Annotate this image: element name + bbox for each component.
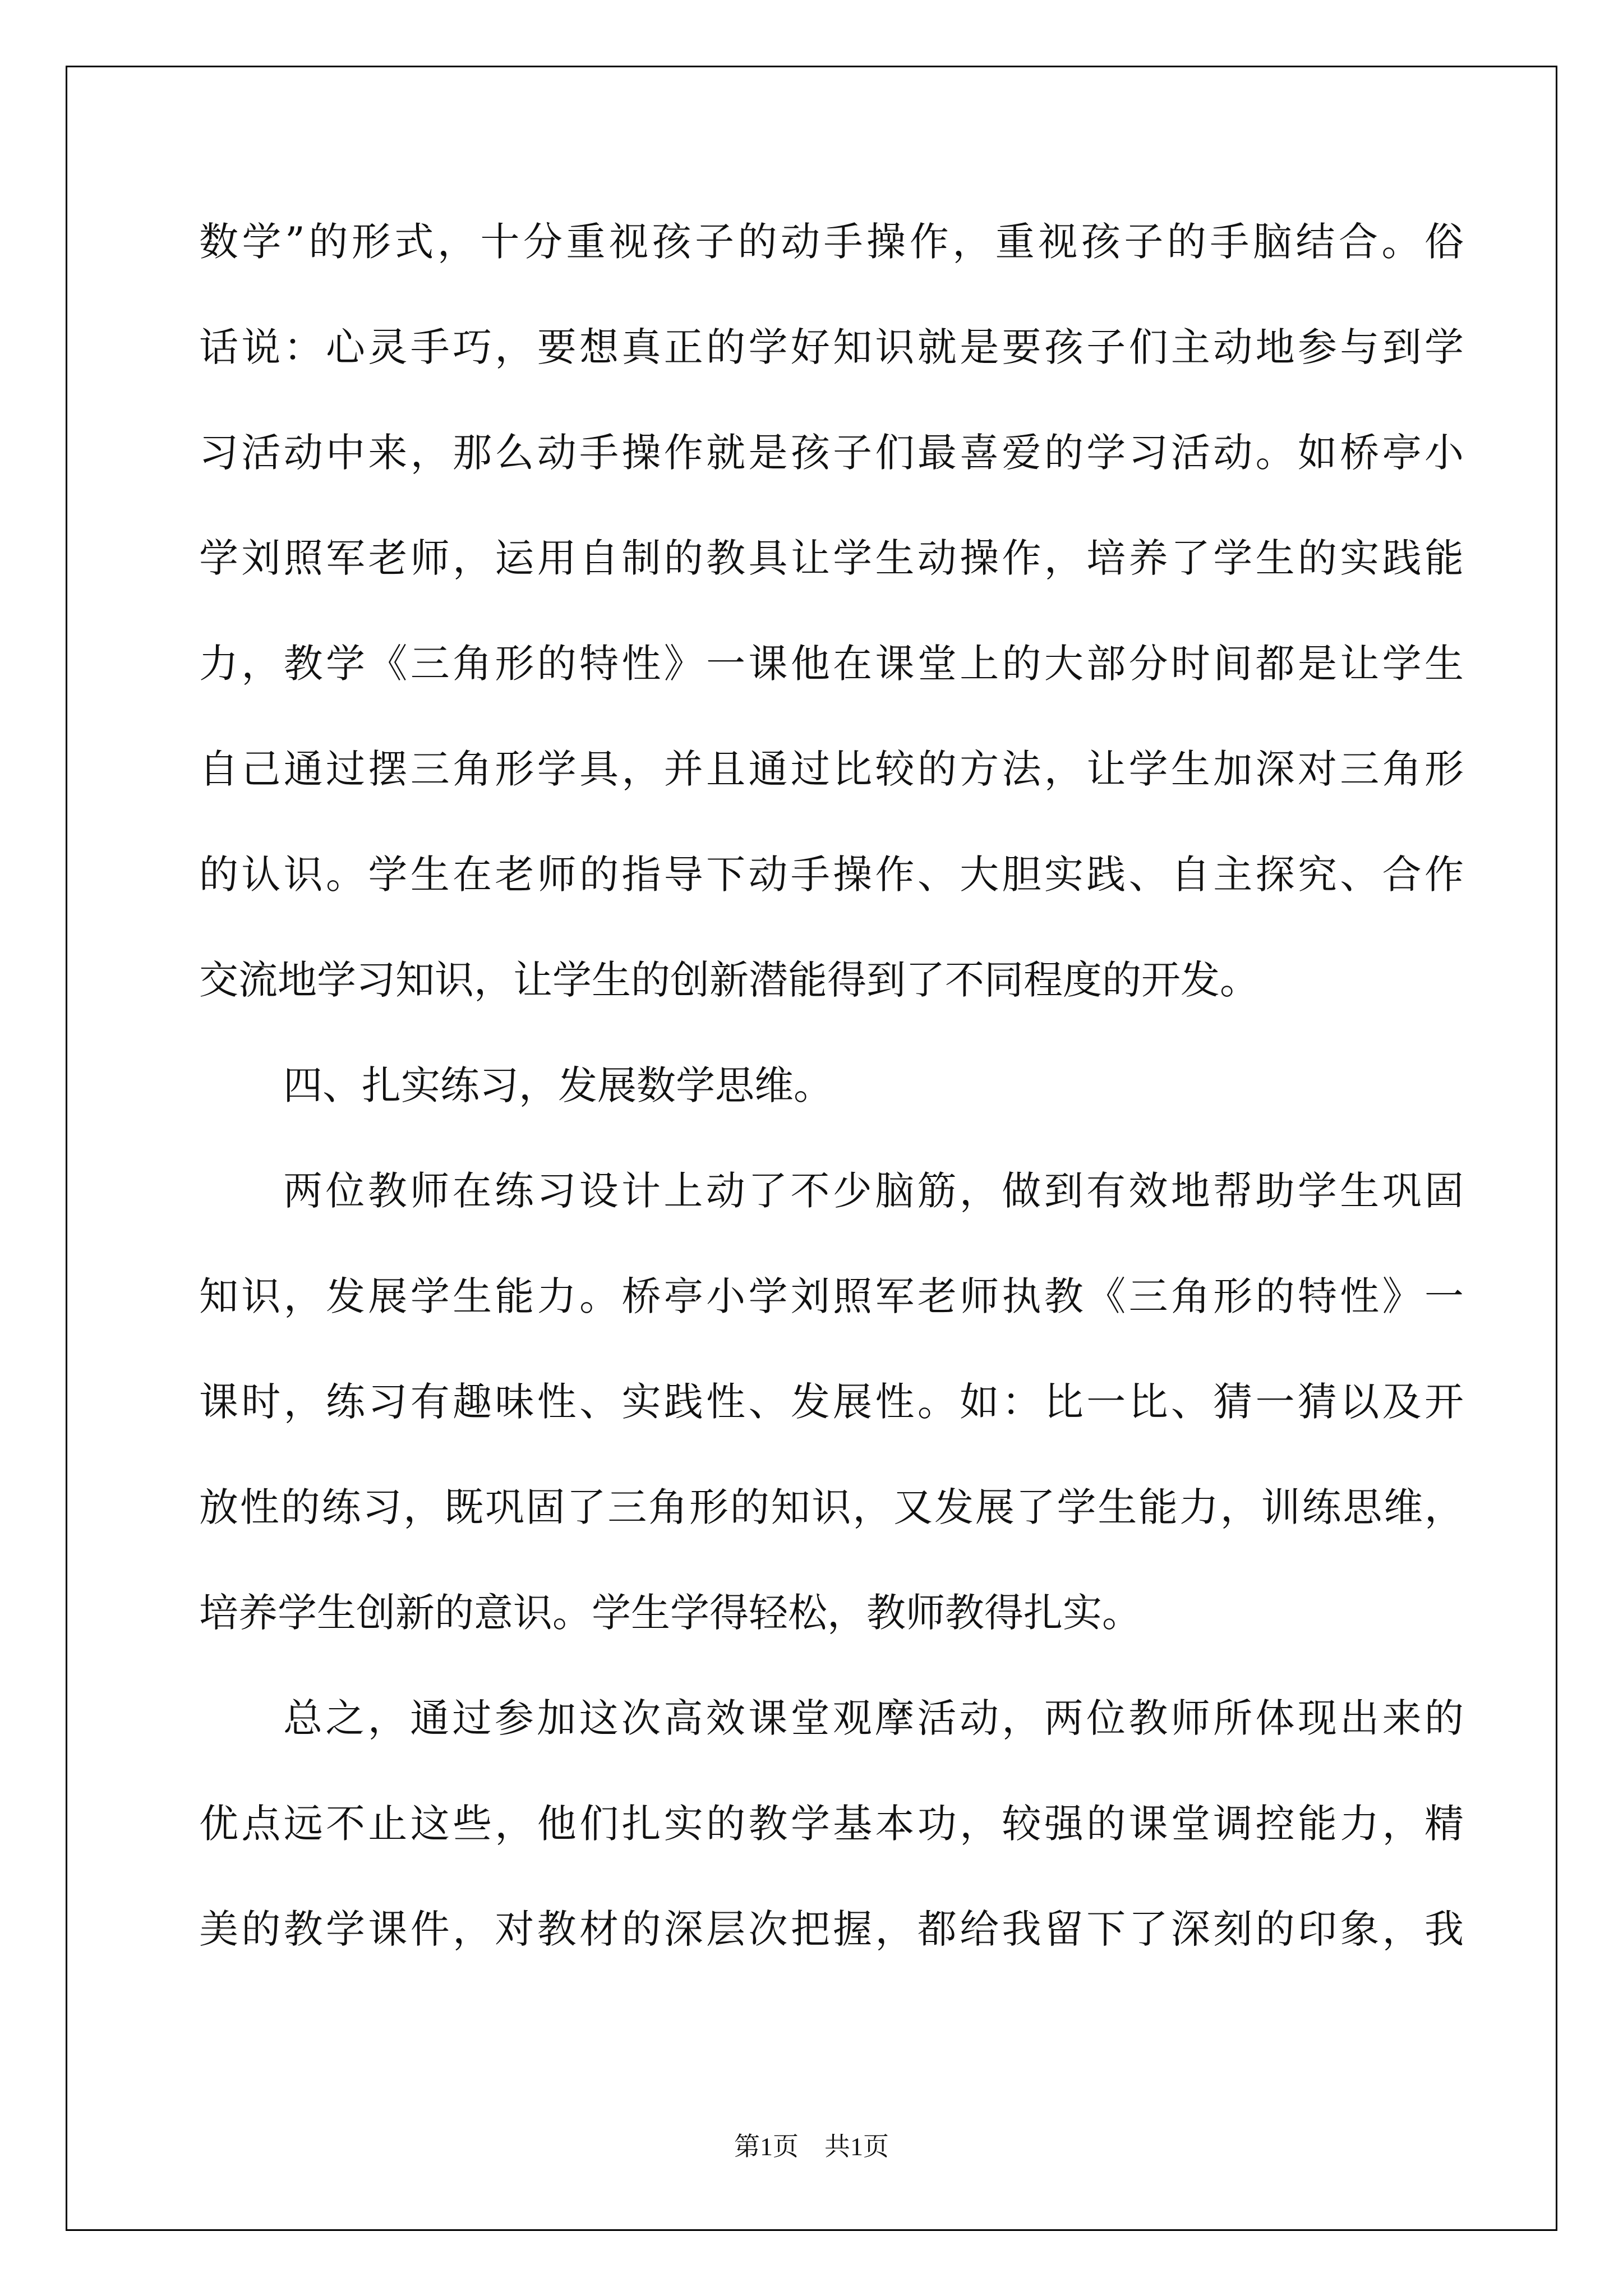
text-line: 数学”的形式，十分重视孩子的动手操作，重视孩子的手脑结合。俗 [199, 219, 1464, 265]
text-line: 培养学生创新的意识。学生学得轻松，教师教得扎实。 [199, 1590, 1141, 1636]
text-line: 的认识。学生在老师的指导下动手操作、大胆实践、自主探究、合作 [199, 852, 1464, 898]
page-footer [0, 2126, 1623, 2163]
text-line: 习活动中来，那么动手操作就是孩子们最喜爱的学习活动。如桥亭小 [199, 430, 1464, 476]
text-line: 知识，发展学生能力。桥亭小学刘照军老师执教《三角形的特性》一 [199, 1273, 1464, 1319]
text-line: 话说：心灵手巧，要想真正的学好知识就是要孩子们主动地参与到学 [199, 324, 1464, 370]
text-line: 交流地学习知识，让学生的创新潜能得到了不同程度的开发。 [199, 957, 1259, 1003]
text-line: 课时，练习有趣味性、实践性、发展性。如：比一比、猜一猜以及开 [199, 1379, 1464, 1425]
section-heading: 四、扎实练习，发展数学思维。 [283, 1062, 833, 1108]
document-body [199, 189, 1464, 1982]
text-line: 两位教师在练习设计上动了不少脑筋，做到有效地帮助学生巩固 [283, 1168, 1464, 1214]
text-line: 自己通过摆三角形学具，并且通过比较的方法，让学生加深对三角形 [199, 746, 1464, 792]
text-line: 学刘照军老师，运用自制的教具让学生动操作，培养了学生的实践能 [199, 535, 1464, 581]
text-line: 优点远不止这些，他们扎实的教学基本功，较强的课堂调控能力，精 [199, 1801, 1464, 1847]
text-line: 总之，通过参加这次高效课堂观摩活动，两位教师所体现出来的 [283, 1695, 1464, 1741]
text-line: 美的教学课件，对教材的深层次把握，都给我留下了深刻的印象，我 [199, 1906, 1464, 1952]
page-number: 第1页 共1页 [734, 2132, 889, 2161]
text-line: 力，教学《三角形的特性》一课他在课堂上的大部分时间都是让学生 [199, 641, 1464, 687]
text-line: 放性的练习，既巩固了三角形的知识，又发展了学生能力，训练思维， [199, 1484, 1464, 1530]
